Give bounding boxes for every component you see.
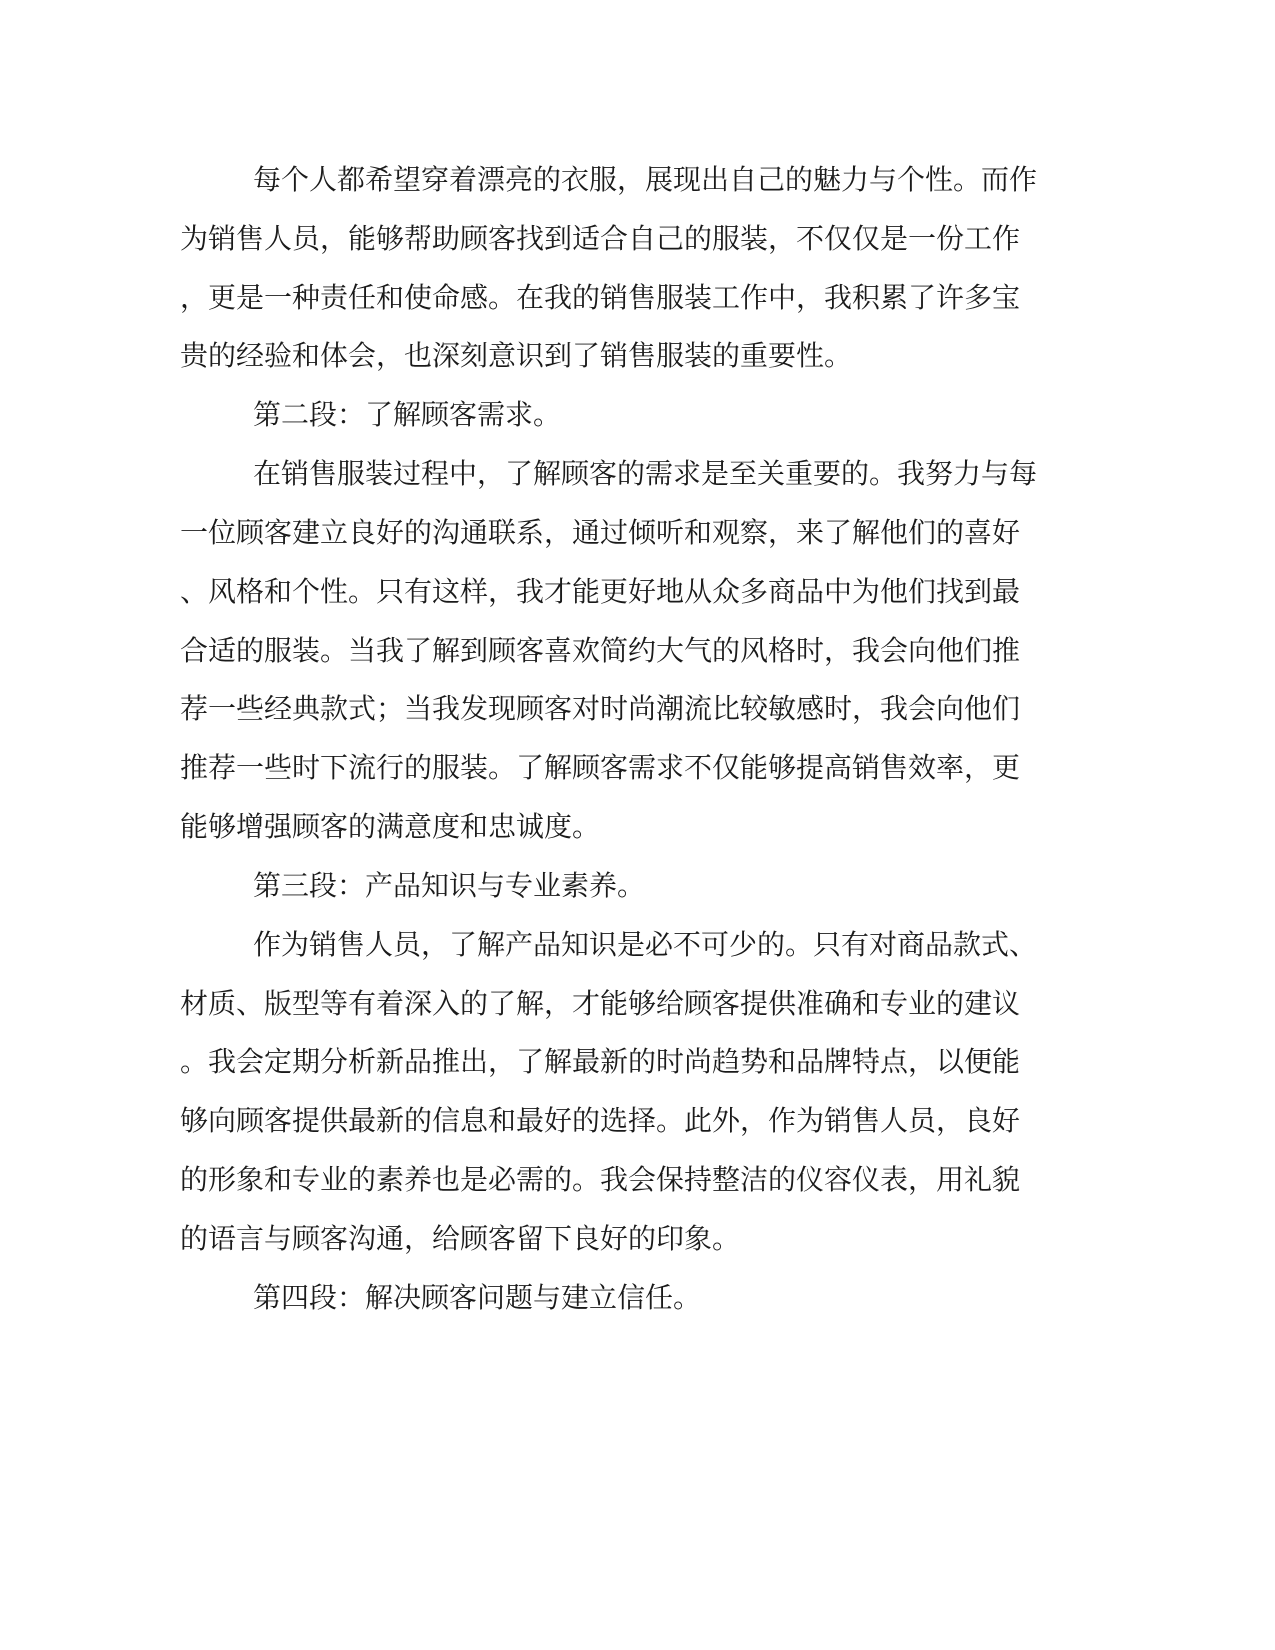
- paragraph-1-line-2: 为销售人员，能够帮助顾客找到适合自己的服装，不仅仅是一份工作: [180, 222, 1021, 255]
- paragraph-1-line-3: ，更是一种责任和使命感。在我的销售服装工作中，我积累了许多宝: [180, 281, 1021, 314]
- paragraph-2-line-5: 荐一些经典款式；当我发现顾客对时尚潮流比较敏感时，我会向他们: [180, 692, 1021, 725]
- paragraph-2-line-3: 、风格和个性。只有这样，我才能更好地从众多商品中为他们找到最: [180, 575, 1021, 608]
- paragraph-3-line-3: 。我会定期分析新品推出，了解最新的时尚趋势和品牌特点，以便能: [180, 1045, 1021, 1078]
- paragraph-3-line-5: 的形象和专业的素养也是必需的。我会保持整洁的仪容仪表，用礼貌: [180, 1163, 1021, 1196]
- paragraph-3-line-2: 材质、版型等有着深入的了解，才能够给顾客提供准确和专业的建议: [180, 987, 1021, 1020]
- paragraph-3-line-6: 的语言与顾客沟通，给顾客留下良好的印象。: [180, 1222, 741, 1255]
- paragraph-1-line-4: 贵的经验和体会，也深刻意识到了销售服装的重要性。: [180, 339, 853, 372]
- paragraph-2-line-1: 在销售服装过程中，了解顾客的需求是至关重要的。我努力与每: [253, 457, 1038, 490]
- section-heading-4: 第四段：解决顾客问题与建立信任。: [253, 1281, 702, 1314]
- section-heading-3: 第三段：产品知识与专业素养。: [253, 869, 646, 902]
- paragraph-2-line-7: 能够增强顾客的满意度和忠诚度。: [180, 810, 601, 843]
- paragraph-2-line-6: 推荐一些时下流行的服装。了解顾客需求不仅能够提高销售效率，更: [180, 751, 1021, 784]
- paragraph-3-line-1: 作为销售人员，了解产品知识是必不可少的。只有对商品款式、: [253, 928, 1038, 961]
- paragraph-2-line-2: 一位顾客建立良好的沟通联系，通过倾听和观察，来了解他们的喜好: [180, 516, 1021, 549]
- section-heading-2: 第二段：了解顾客需求。: [253, 398, 562, 431]
- paragraph-2-line-4: 合适的服装。当我了解到顾客喜欢简约大气的风格时，我会向他们推: [180, 634, 1021, 667]
- paragraph-3-line-4: 够向顾客提供最新的信息和最好的选择。此外，作为销售人员，良好: [180, 1104, 1021, 1137]
- paragraph-1-line-1: 每个人都希望穿着漂亮的衣服，展现出自己的魅力与个性。而作: [253, 163, 1038, 196]
